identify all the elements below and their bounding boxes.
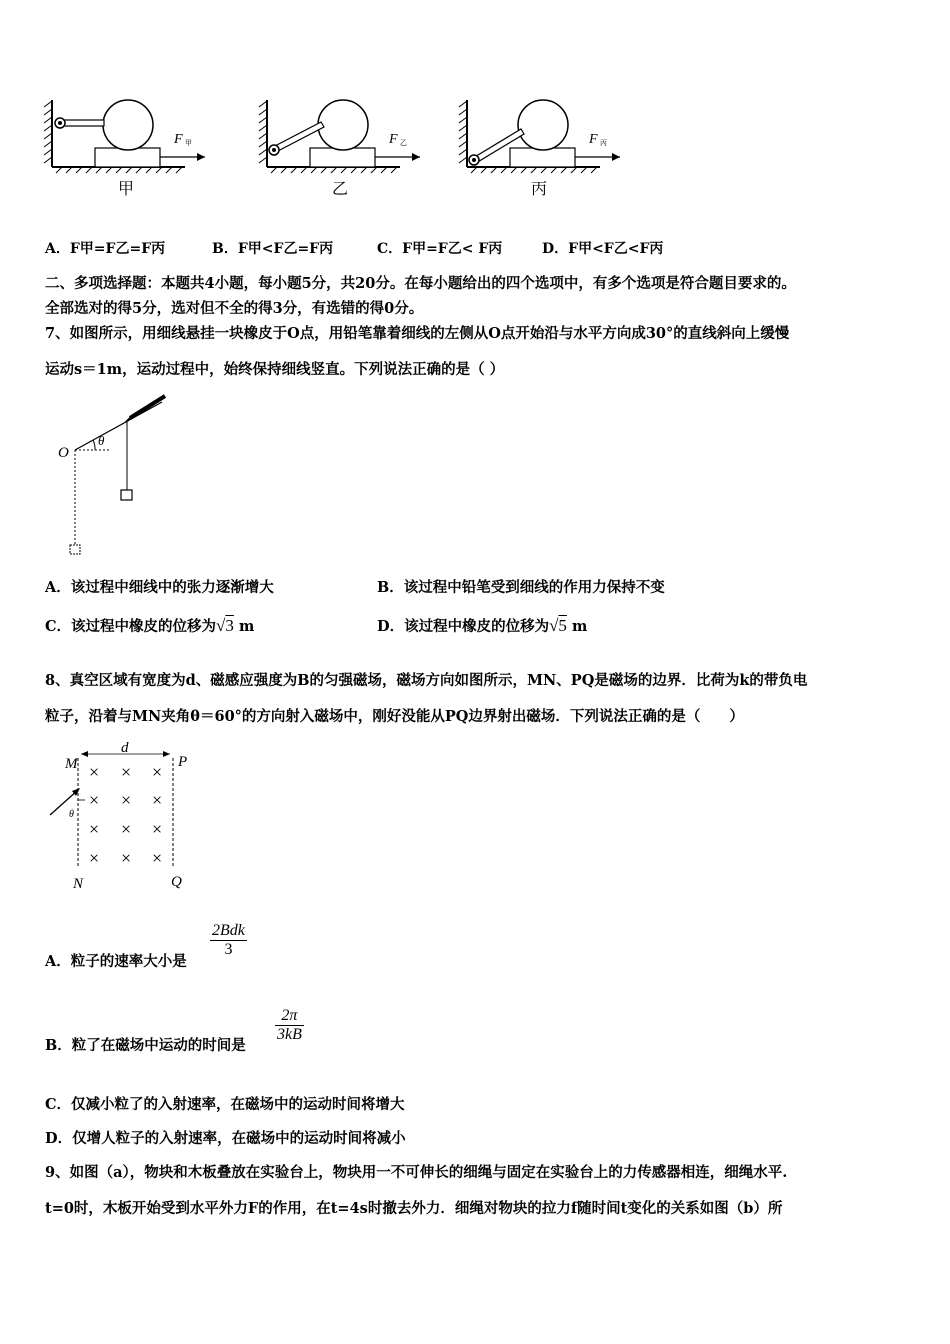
boundary-n-label: N	[73, 876, 84, 892]
field-cross: ×	[89, 819, 100, 839]
q7-option-c-radicand: 3	[225, 616, 234, 635]
q6-option-d: D．F甲<F乙<F丙	[542, 241, 664, 257]
q9-stem-line2: t=0时，木板开始受到水平外力F的作用，在t=4s时撤去外力．细绳对物块的拉力f随时间t变化的关系如图（b）所	[45, 1200, 783, 1217]
field-cross: ×	[121, 790, 132, 810]
angle-theta-label: θ	[98, 433, 105, 448]
q8-option-a-fraction	[210, 922, 247, 959]
fraction-denominator: 3kB	[277, 1026, 302, 1043]
force-sub-bing: 丙	[600, 139, 607, 147]
section-2-heading: 二、多项选择题：本题共4小题，每小题5分，共20分。在每小题给出的四个选项中，有多个选项是符合题目要求的。	[45, 275, 796, 292]
field-cross: ×	[152, 848, 163, 868]
field-cross: ×	[89, 790, 100, 810]
point-o-label: O	[58, 445, 69, 461]
q8-option-a: A．粒子的速率大小是	[45, 953, 187, 970]
fraction-denominator: 3	[224, 941, 233, 958]
boundary-q-label: Q	[171, 874, 182, 890]
field-cross: ×	[121, 762, 132, 782]
q6-option-b: B．F甲<F乙=F丙	[212, 241, 334, 257]
q7-figure	[50, 390, 190, 560]
force-label-yi: F	[389, 132, 398, 147]
figure-label-jia: 甲	[118, 179, 135, 198]
figure-label-yi: 乙	[332, 179, 349, 198]
q6-option-c: C．F甲=F乙< F丙	[377, 241, 503, 257]
q8-option-b: B．粒了在磁场中运动的时间是	[45, 1037, 246, 1054]
q8-option-d: D．仅增人粒子的入射速率，在磁场中的运动时间将减小	[45, 1130, 406, 1147]
field-cross: ×	[152, 819, 163, 839]
q7-option-c: C．该过程中橡皮的位移为√3 m	[45, 616, 255, 635]
force-label-bing: F	[589, 132, 598, 147]
q8-option-c: C．仅减小粒了的入射速率，在磁场中的运动时间将增大	[45, 1096, 405, 1113]
fraction-numerator: 2Bdk	[212, 922, 245, 939]
force-sub-yi: 乙	[400, 139, 407, 147]
section-2-heading-line2: 全部选对的得5分，选对但不全的得3分，有选错的得0分。	[45, 300, 424, 317]
field-cross: ×	[121, 819, 132, 839]
force-label-jia: F	[174, 132, 183, 147]
q8-option-b-fraction	[275, 1007, 304, 1044]
width-d-label: d	[121, 740, 129, 756]
field-cross: ×	[152, 762, 163, 782]
q7-option-d: D．该过程中橡皮的位移为√5 m	[377, 616, 588, 635]
boundary-m-label: M	[65, 756, 78, 772]
q9-stem-line1: 9、如图（a），物块和木板叠放在实验台上，物块用一不可伸长的细绳与固定在实验台上的力传感器相连，细绳水平.	[45, 1164, 788, 1181]
q7-stem-line2: 运动s＝1m，运动过程中，始终保持细线竖直。下列说法正确的是（ ）	[45, 361, 505, 378]
q7-stem-line1: 7、如图所示，用细线悬挂一块橡皮于O点，用铅笔靠着细线的左侧从O点开始沿与水平方向成30°的直线斜向上缓慢	[45, 325, 790, 342]
force-sub-jia: 甲	[185, 139, 192, 147]
angle-theta-label: θ	[69, 809, 74, 820]
q7-option-d-radicand: 5	[558, 616, 567, 635]
field-cross: ×	[152, 790, 163, 810]
figure-label-bing: 丙	[531, 179, 548, 198]
q8-stem-line2: 粒子，沿着与MN夹角θ＝60°的方向射入磁场中，刚好没能从PQ边界射出磁场．下列说法正确的是（ ）	[45, 708, 744, 725]
boundary-p-label: P	[178, 754, 188, 770]
field-cross: ×	[121, 848, 132, 868]
field-cross: ×	[89, 848, 100, 868]
field-cross: ×	[89, 762, 100, 782]
fraction-numerator: 2π	[275, 1007, 304, 1026]
q8-stem-line1: 8、真空区域有宽度为d、磁感应强度为B的匀强磁场，磁场方向如图所示，MN、PQ是磁场的边界．比荷为k的带负电	[45, 672, 808, 689]
q8-figure	[45, 740, 205, 900]
q6-option-a: A．F甲=F乙=F丙	[45, 241, 166, 257]
q7-option-b: B．该过程中铅笔受到细线的作用力保持不变	[377, 579, 665, 596]
q7-option-a: A．该过程中细线中的张力逐渐增大	[45, 579, 274, 596]
